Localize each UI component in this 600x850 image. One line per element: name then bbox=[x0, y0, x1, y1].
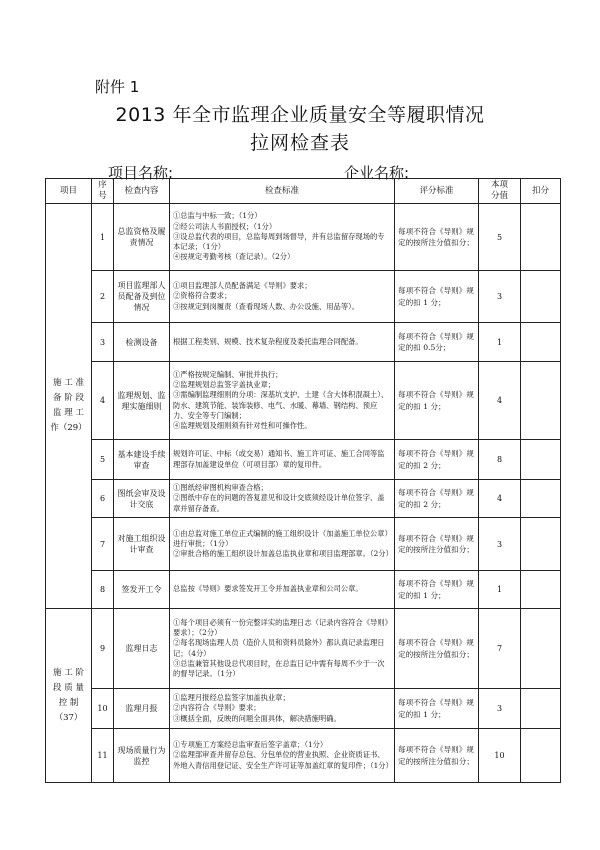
row-score: 5 bbox=[479, 204, 521, 271]
row-number: 1 bbox=[92, 204, 114, 271]
row-deduct-cell[interactable] bbox=[521, 271, 561, 323]
table-row bbox=[46, 480, 561, 518]
table-row bbox=[46, 440, 561, 480]
page-subtitle: 拉网检查表 bbox=[249, 132, 350, 154]
header-project: 项目 bbox=[46, 179, 92, 204]
row-number: 4 bbox=[92, 362, 114, 440]
row-standard: 每项不符合《导则》规定的按所注分值扣分； bbox=[395, 609, 479, 689]
row-criteria: ①由总监对施工单位正式编制的施工组织设计（加盖施工单位公章）进行审批；（1分） ②审批合格的施工组织设计加盖总监执业章和项目监理部章。（2分） bbox=[170, 518, 395, 571]
header-score: 本项 分值 bbox=[479, 179, 521, 204]
row-score: 3 bbox=[479, 689, 521, 729]
row-item: 监理规划、监理实施细则 bbox=[114, 362, 170, 440]
header-seq: 序 号 bbox=[92, 179, 114, 204]
table-row bbox=[46, 518, 561, 571]
row-item: 现场质量行为监控 bbox=[114, 729, 170, 783]
header-deduct: 扣分 bbox=[521, 179, 561, 204]
row-score: 1 bbox=[479, 571, 521, 609]
row-criteria: ①每个项目必须有一份完整详实的监理日志（记录内容符合《导则》要求）；（2分） ②每名现场监理人员（造价人员和资料员除外）都认真记录监理日记；（4分） ③总监兼管其他设总代项目时，在总监日记中需有每周不少于一次的督导记录。（1分） bbox=[170, 609, 395, 689]
table-row bbox=[46, 689, 561, 729]
table-row bbox=[46, 729, 561, 783]
header-criteria: 检查标准 bbox=[170, 179, 395, 204]
table-row bbox=[46, 323, 561, 362]
row-criteria: 总监按《导则》要求签发开工令并加盖执业章和公司公章。 bbox=[170, 571, 395, 609]
row-deduct-cell[interactable] bbox=[521, 204, 561, 271]
row-score: 3 bbox=[479, 271, 521, 323]
attachment-label: 附件 1 bbox=[95, 78, 140, 96]
inspection-table bbox=[45, 178, 561, 783]
category-preparation: 施 工 准 备 阶 段 监 理 工 作（29） bbox=[46, 204, 92, 609]
row-item: 总监资格及履责情况 bbox=[114, 204, 170, 271]
row-standard: 每项不符合《导则》规定的扣 2 分； bbox=[395, 480, 479, 518]
row-standard: 每项不符合《导则》规定的扣 1 分； bbox=[395, 571, 479, 609]
table-row bbox=[46, 362, 561, 440]
row-criteria: ①图纸经审图机构审查合格； ②图纸中存在的问题的答复意见和设计交底须经设计单位签字、盖章并留存备查。 bbox=[170, 480, 395, 518]
row-standard: 每项不符合《导则》规定的按所注分值扣分； bbox=[395, 204, 479, 271]
row-score: 8 bbox=[479, 440, 521, 480]
row-criteria: ①严格按规定编制、审批并执行； ②监理规划总监签字盖执业章； ③需编制监理细则的分项：深基坑支护、土建（含大体积混凝土）、防水、建筑节能、装饰装修、电气、水暖、幕墙、钢结构、预应力、安全等专门编制； ④监理规划及细则须有针对性和可操作性。 bbox=[170, 362, 395, 440]
row-criteria: ①专项施工方案经总监审查后签字盖章；（1分） ②监理部审查并留存总包、分包单位的营业执照、企业资质证书、外地入青信用登记证、安全生产许可证等加盖红章的复印件；（1分） bbox=[170, 729, 395, 783]
row-criteria: ①监理月报经总监签字加盖执业章； ②内容符合《导则》要求； ③概括全面，反映的问题全面具体，解决措施明确。 bbox=[170, 689, 395, 729]
row-deduct-cell[interactable] bbox=[521, 362, 561, 440]
row-deduct-cell[interactable] bbox=[521, 480, 561, 518]
row-deduct-cell[interactable] bbox=[521, 689, 561, 729]
row-score: 4 bbox=[479, 480, 521, 518]
row-number: 9 bbox=[92, 609, 114, 689]
page-title: 2013 年全市监理企业质量安全等履职情况 bbox=[115, 104, 485, 126]
project-name-label: 项目名称: bbox=[108, 164, 174, 182]
row-item: 监理日志 bbox=[114, 609, 170, 689]
row-standard: 每项不符合《导则》规定的按所注分值扣分； bbox=[395, 729, 479, 783]
row-item: 检测设备 bbox=[114, 323, 170, 362]
table-row bbox=[46, 204, 561, 271]
row-deduct-cell[interactable] bbox=[521, 323, 561, 362]
row-standard: 每项不符合《导则》规定的扣 1 分； bbox=[395, 362, 479, 440]
row-number: 11 bbox=[92, 729, 114, 783]
row-deduct-cell[interactable] bbox=[521, 729, 561, 783]
row-score: 7 bbox=[479, 609, 521, 689]
row-score: 3 bbox=[479, 518, 521, 571]
row-deduct-cell[interactable] bbox=[521, 440, 561, 480]
row-score: 10 bbox=[479, 729, 521, 783]
row-score: 4 bbox=[479, 362, 521, 440]
row-standard: 每项不符合《导则》规定的扣 0.5分； bbox=[395, 323, 479, 362]
company-name-label: 企业名称: bbox=[344, 164, 410, 182]
row-criteria: 根据工程类别、规模、技术复杂程度及委托监理合同配备。 bbox=[170, 323, 395, 362]
row-item: 监理月报 bbox=[114, 689, 170, 729]
row-number: 2 bbox=[92, 271, 114, 323]
table-header-row bbox=[46, 179, 561, 204]
table-row bbox=[46, 609, 561, 689]
row-deduct-cell[interactable] bbox=[521, 518, 561, 571]
category-quality: 施 工 阶 段 质 量 控 制（37） bbox=[46, 609, 92, 783]
row-number: 10 bbox=[92, 689, 114, 729]
row-criteria: ①总监与中标一致；（1分） ②经公司法人书面授权；（1分） ③设总监代表的项目，总监每周到场督导，并有总监留存现场的专本记录；（1分） ④按规定考勤考核（查记录）。（2分） bbox=[170, 204, 395, 271]
row-deduct-cell[interactable] bbox=[521, 571, 561, 609]
row-item: 签发开工令 bbox=[114, 571, 170, 609]
row-item: 项目监理部人员配备及到位情况 bbox=[114, 271, 170, 323]
row-standard: 每项不符合《导则》规定的按所注分值扣分； bbox=[395, 518, 479, 571]
row-number: 6 bbox=[92, 480, 114, 518]
row-deduct-cell[interactable] bbox=[521, 609, 561, 689]
row-number: 5 bbox=[92, 440, 114, 480]
row-item: 图纸会审及设计交底 bbox=[114, 480, 170, 518]
row-item: 对施工组织设计审查 bbox=[114, 518, 170, 571]
header-content: 检查内容 bbox=[114, 179, 170, 204]
row-standard: 每项不符合《导则》规定的扣 1 分； bbox=[395, 271, 479, 323]
row-criteria: ①项目监理部人员配备满足《导则》要求； ②资格符合要求； ③按规定到岗履责（查看现场人数、办公设施、用品等）。 bbox=[170, 271, 395, 323]
table-row bbox=[46, 571, 561, 609]
table-row bbox=[46, 271, 561, 323]
row-criteria: 规划许可证、中标（或交易）通知书、施工许可证、施工合同等监理部存加盖建设单位（可项目部）章的复印件。 bbox=[170, 440, 395, 480]
row-number: 8 bbox=[92, 571, 114, 609]
row-item: 基本建设手续审查 bbox=[114, 440, 170, 480]
row-number: 7 bbox=[92, 518, 114, 571]
row-standard: 每项不符合《导则》规定的扣 2 分； bbox=[395, 440, 479, 480]
header-standard: 评分标准 bbox=[395, 179, 479, 204]
row-number: 3 bbox=[92, 323, 114, 362]
row-score: 1 bbox=[479, 323, 521, 362]
row-standard: 每项不符合《导则》规定的扣 1 分； bbox=[395, 689, 479, 729]
